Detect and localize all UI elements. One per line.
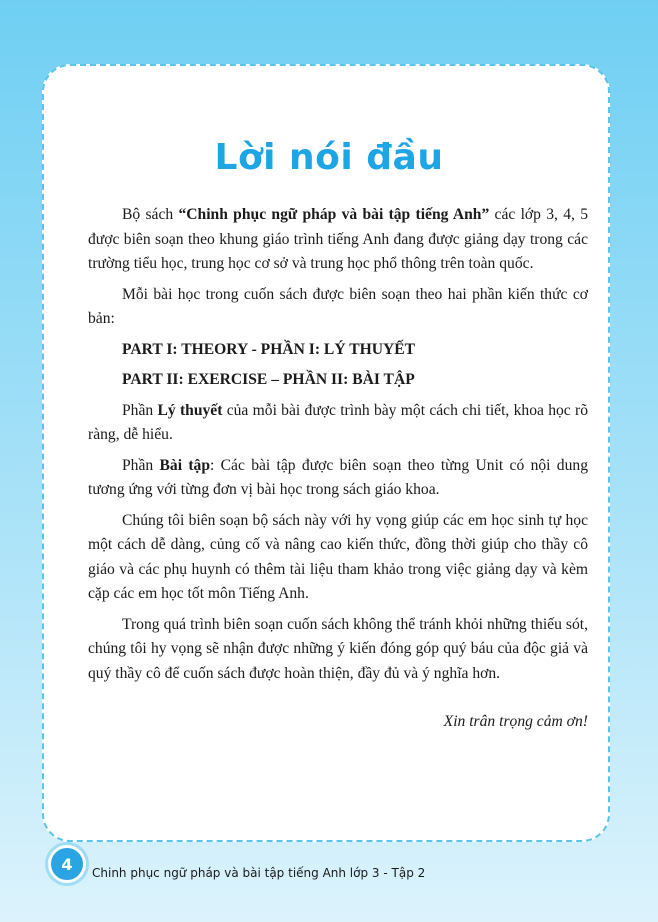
preface-body [88, 203, 588, 741]
intro-pre: Bộ sách [122, 206, 179, 223]
exercise-term: Bài tập [159, 456, 210, 474]
paragraph-intro [88, 203, 588, 277]
paragraph-structure: Mỗi bài học trong cuốn sách được biên soạn theo hai phần kiến thức cơ bản: [88, 285, 588, 327]
exercise-post: : Các bài tập được biên soạn theo từng Unit có nội dung tương ứng với từng đơn vị bài học trong sách giáo khoa. [88, 456, 588, 498]
theory-pre: Phần [122, 401, 158, 419]
paragraph-feedback: Trong quá trình biên soạn cuốn sách không thể tránh khỏi những thiếu sót, chúng tôi hy vọng sẽ nhận được những ý kiến đóng góp quý báu của độc giả và quý thầy cô để cuốn sách được hoàn thiện, đầy đủ và ý nghĩa hơn. [88, 615, 588, 682]
theory-post: của mỗi bài được trình bày một cách chi tiết, khoa học rõ ràng, dễ hiểu. [88, 401, 589, 443]
page-title: Lời nói đầu [214, 137, 444, 178]
heading-part-1: PART I: THEORY - PHẦN I: LÝ THUYẾT [122, 340, 416, 358]
page-number-badge [48, 845, 86, 883]
page-number: 4 [61, 854, 73, 874]
paragraph-theory [88, 399, 588, 448]
signoff: Xin trân trọng cảm ơn! [443, 713, 588, 730]
footer-book-title: Chinh phục ngữ pháp và bài tập tiếng Anh lớp 3 - Tập 2 [92, 866, 426, 880]
paragraph-exercise [88, 454, 588, 503]
heading-part-2: PART II: EXERCISE – PHẦN II: BÀI TẬP [122, 371, 415, 388]
theory-term: Lý thuyết [157, 401, 223, 419]
exercise-pre: Phần [122, 456, 160, 474]
book-name: “Chinh phục ngữ pháp và bài tập tiếng Anh” [178, 206, 490, 223]
paragraph-purpose: Chúng tôi biên soạn bộ sách này với hy vọng giúp các em học sinh tự học một cách dễ dàng, củng cố và nâng cao kiến thức, đồng thời giúp cho thầy cô giáo và các phụ huynh có thêm tài liệu tham khảo trong việc giảng dạy và kèm cặp các em học tốt môn Tiếng Anh. [88, 511, 588, 602]
intro-post: các lớp 3, 4, 5 được biên soạn theo khung giáo trình tiếng Anh đang được giảng dạy trong các trường tiểu học, trung học cơ sở và trung học phổ thông trên toàn quốc. [88, 206, 589, 272]
